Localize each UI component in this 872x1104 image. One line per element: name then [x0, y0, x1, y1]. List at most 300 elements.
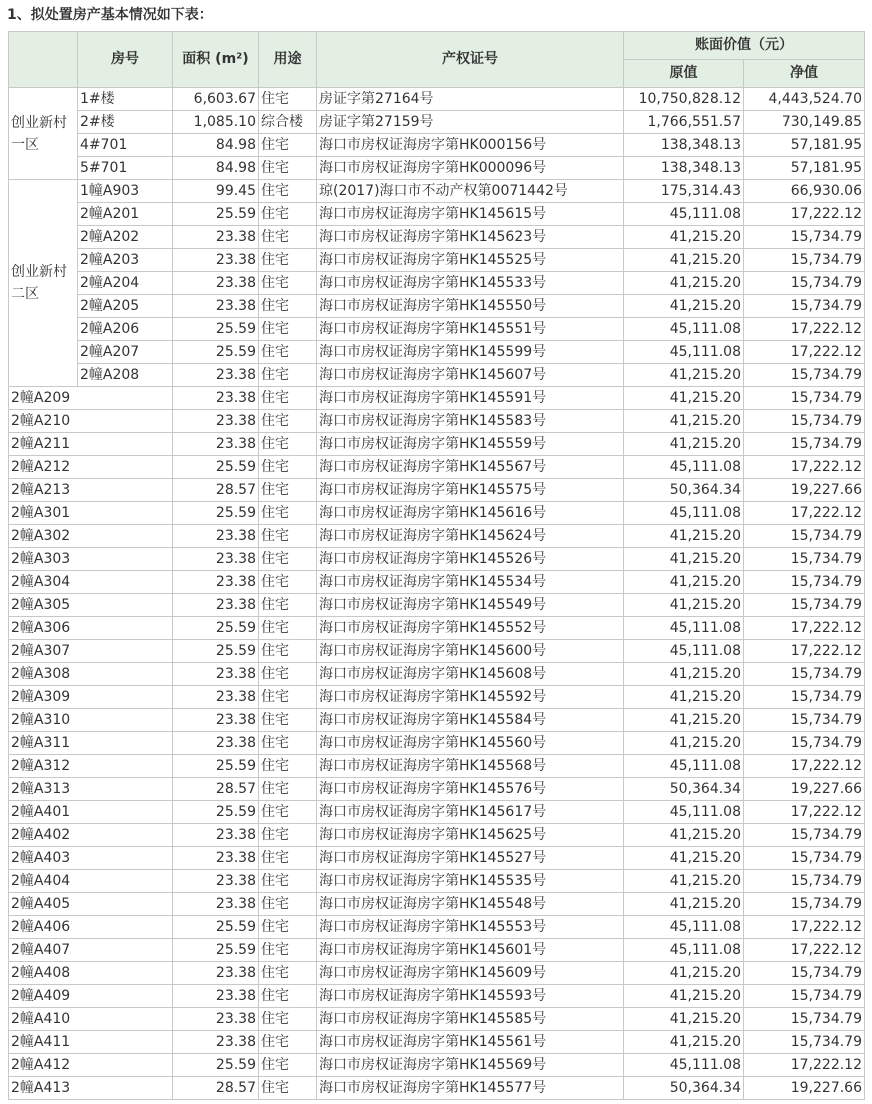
- cell-net: 19,227.66: [744, 479, 865, 502]
- table-row: [9, 594, 865, 617]
- table-row: [9, 847, 865, 870]
- cell-use: 住宅: [259, 364, 317, 387]
- cell-net: 57,181.95: [744, 134, 865, 157]
- cell-use: 住宅: [259, 548, 317, 571]
- header-room: 房号: [78, 32, 173, 88]
- cell-room: 2幢A305: [9, 594, 173, 617]
- header-blank: [9, 32, 78, 88]
- cell-use: 住宅: [259, 456, 317, 479]
- cell-original: 50,364.34: [624, 778, 744, 801]
- cell-cert: 房证字第27164号: [317, 88, 624, 111]
- cell-cert: 海口市房权证海房字第HK145559号: [317, 433, 624, 456]
- cell-area: 25.59: [173, 1054, 259, 1077]
- cell-area: 23.38: [173, 709, 259, 732]
- cell-cert: 海口市房权证海房字第HK145534号: [317, 571, 624, 594]
- cell-net: 15,734.79: [744, 364, 865, 387]
- cell-area: 25.59: [173, 801, 259, 824]
- table-row: [9, 870, 865, 893]
- cell-original: 41,215.20: [624, 686, 744, 709]
- cell-area: 23.38: [173, 548, 259, 571]
- cell-area: 23.38: [173, 272, 259, 295]
- cell-area: 99.45: [173, 180, 259, 203]
- cell-cert: 海口市房权证海房字第HK145553号: [317, 916, 624, 939]
- cell-room: 2幢A313: [9, 778, 173, 801]
- cell-original: 138,348.13: [624, 157, 744, 180]
- cell-room: 2幢A406: [9, 916, 173, 939]
- cell-area: 28.57: [173, 479, 259, 502]
- header-book-value: 账面价值（元）: [624, 32, 865, 60]
- cell-net: 19,227.66: [744, 1077, 865, 1100]
- cell-net: 17,222.12: [744, 801, 865, 824]
- cell-original: 175,314.43: [624, 180, 744, 203]
- cell-original: 41,215.20: [624, 870, 744, 893]
- cell-net: 15,734.79: [744, 249, 865, 272]
- cell-area: 23.38: [173, 962, 259, 985]
- cell-use: 住宅: [259, 433, 317, 456]
- cell-area: 23.38: [173, 295, 259, 318]
- cell-area: 23.38: [173, 870, 259, 893]
- cell-use: 住宅: [259, 272, 317, 295]
- cell-room: 2幢A402: [9, 824, 173, 847]
- cell-original: 41,215.20: [624, 571, 744, 594]
- cell-use: 住宅: [259, 341, 317, 364]
- table-row: [9, 571, 865, 594]
- cell-net: 57,181.95: [744, 157, 865, 180]
- cell-net: 15,734.79: [744, 732, 865, 755]
- cell-room: 2幢A401: [9, 801, 173, 824]
- cell-original: 45,111.08: [624, 801, 744, 824]
- cell-cert: 海口市房权证海房字第HK145593号: [317, 985, 624, 1008]
- table-row: [9, 824, 865, 847]
- table-row: [9, 939, 865, 962]
- cell-original: 41,215.20: [624, 249, 744, 272]
- table-row: [9, 456, 865, 479]
- cell-cert: 海口市房权证海房字第HK145592号: [317, 686, 624, 709]
- cell-net: 15,734.79: [744, 387, 865, 410]
- cell-area: 1,085.10: [173, 111, 259, 134]
- cell-area: 23.38: [173, 571, 259, 594]
- cell-cert: 海口市房权证海房字第HK000156号: [317, 134, 624, 157]
- cell-use: 住宅: [259, 387, 317, 410]
- cell-original: 41,215.20: [624, 732, 744, 755]
- table-row: [9, 295, 865, 318]
- cell-use: 住宅: [259, 410, 317, 433]
- cell-area: 23.38: [173, 249, 259, 272]
- cell-area: 23.38: [173, 1031, 259, 1054]
- cell-area: 23.38: [173, 433, 259, 456]
- cell-room: 2幢A302: [9, 525, 173, 548]
- header-area: 面积 (m²): [173, 32, 259, 88]
- cell-cert: 海口市房权证海房字第HK145567号: [317, 456, 624, 479]
- cell-net: 15,734.79: [744, 847, 865, 870]
- cell-cert: 海口市房权证海房字第HK145561号: [317, 1031, 624, 1054]
- cell-area: 23.38: [173, 985, 259, 1008]
- table-row: [9, 617, 865, 640]
- header-use: 用途: [259, 32, 317, 88]
- table-row: [9, 1008, 865, 1031]
- cell-area: 23.38: [173, 525, 259, 548]
- cell-cert: 海口市房权证海房字第HK145568号: [317, 755, 624, 778]
- cell-cert: 海口市房权证海房字第HK000096号: [317, 157, 624, 180]
- cell-area: 23.38: [173, 226, 259, 249]
- cell-use: 住宅: [259, 180, 317, 203]
- cell-cert: 海口市房权证海房字第HK145576号: [317, 778, 624, 801]
- cell-net: 15,734.79: [744, 226, 865, 249]
- cell-original: 41,215.20: [624, 1031, 744, 1054]
- cell-net: 15,734.79: [744, 571, 865, 594]
- cell-use: 住宅: [259, 203, 317, 226]
- cell-use: 住宅: [259, 479, 317, 502]
- cell-net: 15,734.79: [744, 824, 865, 847]
- cell-net: 66,930.06: [744, 180, 865, 203]
- cell-net: 15,734.79: [744, 1031, 865, 1054]
- cell-use: 住宅: [259, 295, 317, 318]
- cell-original: 41,215.20: [624, 824, 744, 847]
- cell-area: 23.38: [173, 686, 259, 709]
- cell-cert: 海口市房权证海房字第HK145624号: [317, 525, 624, 548]
- cell-cert: 海口市房权证海房字第HK145533号: [317, 272, 624, 295]
- cell-area: 6,603.67: [173, 88, 259, 111]
- cell-original: 1,766,551.57: [624, 111, 744, 134]
- cell-original: 45,111.08: [624, 341, 744, 364]
- table-row: [9, 249, 865, 272]
- cell-area: 23.38: [173, 364, 259, 387]
- cell-net: 17,222.12: [744, 341, 865, 364]
- cell-net: 15,734.79: [744, 709, 865, 732]
- table-header: [9, 32, 865, 88]
- cell-room: 2幢A311: [9, 732, 173, 755]
- cell-cert: 海口市房权证海房字第HK145548号: [317, 893, 624, 916]
- table-row: [9, 318, 865, 341]
- cell-area: 25.59: [173, 640, 259, 663]
- cell-original: 41,215.20: [624, 525, 744, 548]
- cell-room: 2幢A201: [78, 203, 173, 226]
- cell-use: 住宅: [259, 157, 317, 180]
- cell-room: 2幢A309: [9, 686, 173, 709]
- table-row: [9, 755, 865, 778]
- cell-net: 15,734.79: [744, 663, 865, 686]
- cell-room: 4#701: [78, 134, 173, 157]
- cell-room: 2幢A308: [9, 663, 173, 686]
- table-row: [9, 778, 865, 801]
- cell-area: 25.59: [173, 916, 259, 939]
- table-row: [9, 364, 865, 387]
- table-row: [9, 203, 865, 226]
- cell-area: 23.38: [173, 732, 259, 755]
- cell-use: 住宅: [259, 525, 317, 548]
- cell-net: 15,734.79: [744, 525, 865, 548]
- cell-use: 住宅: [259, 778, 317, 801]
- cell-use: 住宅: [259, 709, 317, 732]
- cell-use: 住宅: [259, 1008, 317, 1031]
- cell-original: 41,215.20: [624, 548, 744, 571]
- cell-original: 41,215.20: [624, 295, 744, 318]
- cell-room: 2幢A408: [9, 962, 173, 985]
- cell-net: 15,734.79: [744, 962, 865, 985]
- table-row: [9, 548, 865, 571]
- cell-room: 2幢A409: [9, 985, 173, 1008]
- cell-original: 45,111.08: [624, 916, 744, 939]
- cell-use: 住宅: [259, 962, 317, 985]
- cell-use: 住宅: [259, 134, 317, 157]
- cell-original: 50,364.34: [624, 479, 744, 502]
- cell-room: 2幢A207: [78, 341, 173, 364]
- cell-original: 41,215.20: [624, 962, 744, 985]
- cell-net: 17,222.12: [744, 916, 865, 939]
- cell-original: 45,111.08: [624, 1054, 744, 1077]
- cell-room: 2幢A209: [9, 387, 173, 410]
- cell-use: 住宅: [259, 824, 317, 847]
- table-row: [9, 157, 865, 180]
- table-row: [9, 502, 865, 525]
- table-row: [9, 686, 865, 709]
- cell-use: 住宅: [259, 801, 317, 824]
- cell-cert: 海口市房权证海房字第HK145527号: [317, 847, 624, 870]
- cell-original: 45,111.08: [624, 502, 744, 525]
- cell-room: 2幢A304: [9, 571, 173, 594]
- cell-use: 住宅: [259, 755, 317, 778]
- cell-use: 住宅: [259, 226, 317, 249]
- cell-original: 41,215.20: [624, 364, 744, 387]
- cell-cert: 海口市房权证海房字第HK145577号: [317, 1077, 624, 1100]
- table-row: [9, 341, 865, 364]
- cell-original: 41,215.20: [624, 410, 744, 433]
- cell-net: 17,222.12: [744, 1054, 865, 1077]
- section-heading: 1、拟处置房产基本情况如下表：: [7, 7, 213, 23]
- cell-net: 15,734.79: [744, 433, 865, 456]
- cell-area: 25.59: [173, 755, 259, 778]
- cell-original: 45,111.08: [624, 203, 744, 226]
- cell-net: 17,222.12: [744, 617, 865, 640]
- cell-cert: 海口市房权证海房字第HK145591号: [317, 387, 624, 410]
- cell-original: 45,111.08: [624, 640, 744, 663]
- cell-room: 2幢A410: [9, 1008, 173, 1031]
- cell-original: 45,111.08: [624, 318, 744, 341]
- cell-cert: 海口市房权证海房字第HK145575号: [317, 479, 624, 502]
- cell-original: 45,111.08: [624, 755, 744, 778]
- cell-original: 138,348.13: [624, 134, 744, 157]
- table-row: [9, 226, 865, 249]
- cell-area: 23.38: [173, 594, 259, 617]
- cell-room: 1幢A903: [78, 180, 173, 203]
- cell-use: 住宅: [259, 594, 317, 617]
- cell-use: 住宅: [259, 1077, 317, 1100]
- cell-original: 41,215.20: [624, 433, 744, 456]
- cell-net: 15,734.79: [744, 272, 865, 295]
- table-row: [9, 180, 865, 203]
- cell-net: 17,222.12: [744, 502, 865, 525]
- table-row: [9, 134, 865, 157]
- cell-net: 15,734.79: [744, 295, 865, 318]
- cell-original: 41,215.20: [624, 387, 744, 410]
- cell-use: 住宅: [259, 88, 317, 111]
- cell-use: 住宅: [259, 571, 317, 594]
- cell-room: 2幢A413: [9, 1077, 173, 1100]
- cell-net: 15,734.79: [744, 893, 865, 916]
- cell-net: 15,734.79: [744, 594, 865, 617]
- cell-area: 25.59: [173, 502, 259, 525]
- cell-net: 17,222.12: [744, 939, 865, 962]
- cell-cert: 琼(2017)海口市不动产权第0071442号: [317, 180, 624, 203]
- table-row: [9, 640, 865, 663]
- table-row: [9, 801, 865, 824]
- cell-room: 2幢A307: [9, 640, 173, 663]
- cell-cert: 海口市房权证海房字第HK145608号: [317, 663, 624, 686]
- cell-area: 28.57: [173, 1077, 259, 1100]
- cell-area: 28.57: [173, 778, 259, 801]
- cell-cert: 海口市房权证海房字第HK145551号: [317, 318, 624, 341]
- cell-area: 25.59: [173, 203, 259, 226]
- cell-original: 41,215.20: [624, 594, 744, 617]
- table-body: [9, 88, 865, 1100]
- cell-cert: 海口市房权证海房字第HK145549号: [317, 594, 624, 617]
- cell-cert: 海口市房权证海房字第HK145616号: [317, 502, 624, 525]
- table-row: [9, 709, 865, 732]
- cell-original: 41,215.20: [624, 272, 744, 295]
- cell-original: 41,215.20: [624, 893, 744, 916]
- table-row: [9, 88, 865, 111]
- cell-cert: 海口市房权证海房字第HK145550号: [317, 295, 624, 318]
- cell-room: 2幢A213: [9, 479, 173, 502]
- property-table: [8, 31, 865, 1100]
- cell-original: 41,215.20: [624, 985, 744, 1008]
- cell-use: 住宅: [259, 939, 317, 962]
- cell-area: 23.38: [173, 387, 259, 410]
- cell-use: 住宅: [259, 249, 317, 272]
- cell-cert: 海口市房权证海房字第HK145552号: [317, 617, 624, 640]
- cell-room: 2幢A403: [9, 847, 173, 870]
- cell-use: 住宅: [259, 640, 317, 663]
- cell-use: 住宅: [259, 847, 317, 870]
- cell-original: 41,215.20: [624, 663, 744, 686]
- cell-use: 住宅: [259, 617, 317, 640]
- cell-use: 住宅: [259, 916, 317, 939]
- cell-area: 23.38: [173, 410, 259, 433]
- cell-net: 15,734.79: [744, 410, 865, 433]
- cell-use: 住宅: [259, 893, 317, 916]
- cell-room: 2幢A312: [9, 755, 173, 778]
- cell-room: 2#楼: [78, 111, 173, 134]
- cell-net: 15,734.79: [744, 548, 865, 571]
- cell-use: 住宅: [259, 1054, 317, 1077]
- cell-cert: 海口市房权证海房字第HK145599号: [317, 341, 624, 364]
- cell-use: 住宅: [259, 663, 317, 686]
- cell-room: 2幢A203: [78, 249, 173, 272]
- cell-room: 2幢A412: [9, 1054, 173, 1077]
- table-row: [9, 479, 865, 502]
- table-row: [9, 410, 865, 433]
- cell-area: 25.59: [173, 341, 259, 364]
- table-row: [9, 433, 865, 456]
- table-row: [9, 272, 865, 295]
- cell-cert: 海口市房权证海房字第HK145617号: [317, 801, 624, 824]
- cell-cert: 房证字第27159号: [317, 111, 624, 134]
- cell-cert: 海口市房权证海房字第HK145607号: [317, 364, 624, 387]
- cell-use: 住宅: [259, 1031, 317, 1054]
- cell-net: 4,443,524.70: [744, 88, 865, 111]
- cell-net: 730,149.85: [744, 111, 865, 134]
- table-row: [9, 1054, 865, 1077]
- cell-net: 19,227.66: [744, 778, 865, 801]
- cell-cert: 海口市房权证海房字第HK145585号: [317, 1008, 624, 1031]
- table-row: [9, 387, 865, 410]
- cell-area: 23.38: [173, 893, 259, 916]
- cell-area: 25.59: [173, 617, 259, 640]
- cell-use: 住宅: [259, 686, 317, 709]
- cell-cert: 海口市房权证海房字第HK145584号: [317, 709, 624, 732]
- cell-cert: 海口市房权证海房字第HK145625号: [317, 824, 624, 847]
- cell-room: 5#701: [78, 157, 173, 180]
- cell-room: 2幢A310: [9, 709, 173, 732]
- cell-net: 17,222.12: [744, 640, 865, 663]
- table-row: [9, 962, 865, 985]
- cell-net: 17,222.12: [744, 755, 865, 778]
- table-row: [9, 985, 865, 1008]
- cell-area: 84.98: [173, 134, 259, 157]
- table-row: [9, 1077, 865, 1100]
- cell-cert: 海口市房权证海房字第HK145569号: [317, 1054, 624, 1077]
- cell-room: 2幢A202: [78, 226, 173, 249]
- cell-group: 创业新村一区: [9, 88, 78, 180]
- cell-original: 10,750,828.12: [624, 88, 744, 111]
- cell-area: 23.38: [173, 1008, 259, 1031]
- table-row: [9, 663, 865, 686]
- cell-cert: 海口市房权证海房字第HK145583号: [317, 410, 624, 433]
- header-net: 净值: [744, 60, 865, 88]
- cell-room: 2幢A407: [9, 939, 173, 962]
- cell-net: 17,222.12: [744, 318, 865, 341]
- cell-area: 25.59: [173, 456, 259, 479]
- cell-cert: 海口市房权证海房字第HK145560号: [317, 732, 624, 755]
- cell-room: 2幢A306: [9, 617, 173, 640]
- cell-cert: 海口市房权证海房字第HK145526号: [317, 548, 624, 571]
- cell-original: 45,111.08: [624, 456, 744, 479]
- cell-net: 17,222.12: [744, 203, 865, 226]
- cell-cert: 海口市房权证海房字第HK145600号: [317, 640, 624, 663]
- cell-cert: 海口市房权证海房字第HK145615号: [317, 203, 624, 226]
- cell-area: 23.38: [173, 824, 259, 847]
- cell-original: 45,111.08: [624, 617, 744, 640]
- cell-use: 住宅: [259, 318, 317, 341]
- table-row: [9, 525, 865, 548]
- cell-net: 15,734.79: [744, 1008, 865, 1031]
- cell-cert: 海口市房权证海房字第HK145535号: [317, 870, 624, 893]
- cell-original: 41,215.20: [624, 1008, 744, 1031]
- cell-room: 2幢A303: [9, 548, 173, 571]
- cell-use: 住宅: [259, 732, 317, 755]
- cell-original: 41,215.20: [624, 709, 744, 732]
- cell-room: 2幢A204: [78, 272, 173, 295]
- cell-room: 2幢A301: [9, 502, 173, 525]
- cell-use: 住宅: [259, 985, 317, 1008]
- cell-use: 住宅: [259, 502, 317, 525]
- cell-room: 2幢A211: [9, 433, 173, 456]
- cell-cert: 海口市房权证海房字第HK145601号: [317, 939, 624, 962]
- cell-area: 25.59: [173, 939, 259, 962]
- cell-cert: 海口市房权证海房字第HK145623号: [317, 226, 624, 249]
- table-row: [9, 893, 865, 916]
- cell-room: 2幢A212: [9, 456, 173, 479]
- cell-original: 41,215.20: [624, 847, 744, 870]
- table-row: [9, 111, 865, 134]
- table-row: [9, 916, 865, 939]
- cell-room: 2幢A210: [9, 410, 173, 433]
- cell-room: 2幢A404: [9, 870, 173, 893]
- cell-cert: 海口市房权证海房字第HK145609号: [317, 962, 624, 985]
- cell-use: 住宅: [259, 870, 317, 893]
- cell-room: 2幢A206: [78, 318, 173, 341]
- cell-net: 17,222.12: [744, 456, 865, 479]
